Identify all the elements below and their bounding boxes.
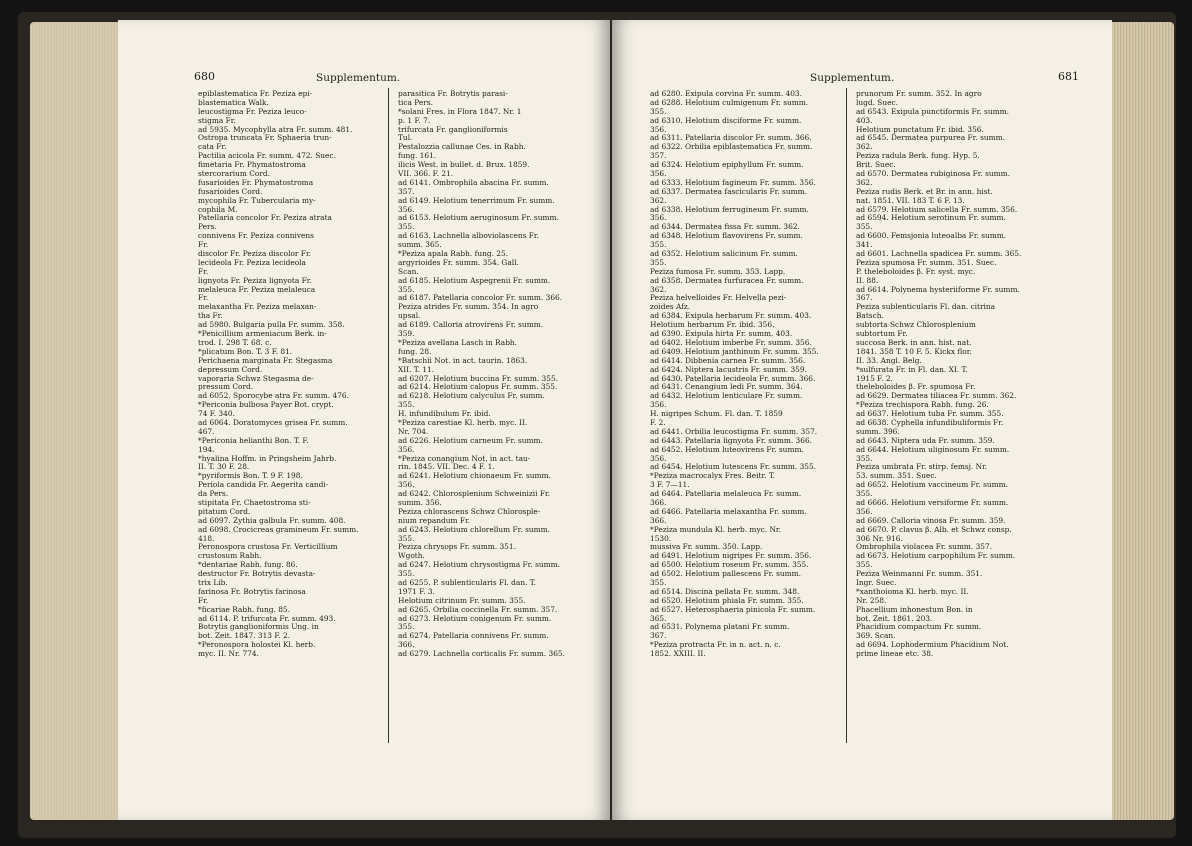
text-line: 369. Scan. [856,631,896,641]
column-divider [846,88,847,743]
text-line: Brit. Suec. [856,160,896,170]
text-line: Periola candida Fr. Aegerita candi- [198,480,329,490]
text-line: ad 6673. Helotium carpophilum Fr. summ. [856,551,1016,561]
text-line: ad 6614. Polynema hysteriiforme Fr. summ. [856,284,1020,294]
text-line: ad 6273. Helotium conigenum Fr. summ. [398,613,552,623]
text-line: ad 6409. Helotium janthinum Fr. summ. 355. [650,346,819,356]
text-line: trod. I. 298 T. 68. c. [198,337,272,347]
text-line: ad 6441. Orbilia leucostigma Fr. summ. 357. [650,426,818,436]
text-line: ad 6097. Zythia galbula Fr. summ. 408. [198,515,346,525]
text-line: ad 6454. Helotium lutescens Fr. summ. 355. [650,462,817,472]
text-line: ad 6545. Dermatea purpurea Fr. summ. [856,133,1005,143]
text-line: *ficariae Rabh. fung. 85. [198,604,290,614]
text-line: 366. [650,497,667,507]
text-line: Peziza helvelloides Fr. Helvella pezi- [650,293,787,303]
text-line: summ. 356. [398,497,442,507]
text-line: ad 6594. Helotium serotinum Fr. summ. [856,213,1006,223]
text-line: *Peziza avellana Lasch in Rabh. [398,337,518,347]
text-line: prunorum Fr. summ. 352. In agro [856,89,982,98]
text-line: ad 6443. Patellaria lignyota Fr. summ. 366. [650,435,813,445]
text-line: *Peziza macrocalyx Fres. Beitr. T. [650,471,776,481]
text-line: ad 6344. Dermatea fissa Fr. summ. 362. [650,222,800,232]
text-line: 355. [856,560,873,570]
text-line: ad 6242. Chlorosplenium Schweinizii Fr. [398,489,551,499]
text-line: ad 6514. Discina pellata Fr. summ. 348. [650,586,800,596]
text-line: Ostropa truncata Fr. Sphaeria trun- [198,133,332,143]
text-line: Helotium punctatum Fr. ibid. 356. [856,124,984,134]
text-line: mussiva Fr. summ. 350. Lapp. [650,542,763,552]
text-line: Peziza atrides Fr. summ. 354. In agro [398,302,539,312]
text-line: upsal. [398,311,421,321]
text-line: ad 6310. Helotium disciforme Fr. summ. [650,115,802,125]
text-line: 355. [398,622,415,632]
text-line: ad 6502. Helotium pallescens Fr. summ. [650,569,801,579]
text-line: Fr. [198,266,209,276]
text-line: 362. [856,142,873,152]
text-line: ad 6666. Helotium versiforme Fr. summ. [856,497,1009,507]
text-line: mycophila Fr. Tubercularia my- [198,195,316,205]
text-line: 355. [398,533,415,543]
text-line: 367. [856,293,873,303]
text-line: ad 6052. Sporocybe atra Fr. summ. 476. [198,391,349,401]
text-line: Phacidium compactum Fr. summ. [856,622,982,632]
text-line: ad 6637. Helotium tuba Fr. summ. 355. [856,409,1004,419]
page-number: 680 [194,70,215,83]
text-line: 356. [650,453,667,463]
text-line: cata Fr. [198,142,227,152]
text-line: 1852. XXIII. II. [650,649,706,659]
text-line: 53. summ. 351. Suec. [856,471,937,481]
text-line: P. theleboloides β. Fr. syst. myc. [856,266,976,276]
text-line: Nr. 258. [856,595,887,605]
text-line: Tul. [398,133,413,143]
text-line: ad 6652. Helotium vaccineum Fr. summ. [856,480,1009,490]
text-line: 355. [650,106,667,116]
text-line: *Peziza trechispora Rabh. fung. 26. [856,400,989,410]
text-line: ad 6153. Helotium aeruginosum Fr. summ. [398,213,559,223]
text-line: ad 6247. Helotium chrysostigma Fr. summ. [398,560,561,570]
text-line: Ombrophila violacea Fr. summ. 357. [856,542,993,552]
text-line: ad 6638. Cyphella infundibuliformis Fr. [856,417,1004,427]
text-line: pressum Cord. [198,382,254,392]
text-line: ad 6348. Helotium flavovirens Fr. summ. [650,231,803,241]
text-line: ad 6338. Helotium ferrugineum Fr. summ. [650,204,809,214]
text-line: 365. [650,613,667,623]
text-line: pitatum Cord. [198,506,251,516]
text-line: 1971 F. 3. [398,586,435,596]
text-line: 355. [856,453,873,463]
text-line: Peziza Weinmanni Fr. summ. 351. [856,569,983,579]
text-line: ad 6579. Helotium salicella Fr. summ. 356. [856,204,1018,214]
text-line: *Peziza mundula Kl. herb. myc. Nr. [650,524,781,534]
text-line: ad 6464. Patellaria melaleuca Fr. summ. [650,489,802,499]
text-line: cophila M. [198,204,238,214]
text-line: *pyriformis Bon. T. 9 F. 198. [198,471,303,481]
text-line: ad 6141. Ombrophila abacina Fr. summ. [398,177,549,187]
text-line: ad 6432. Helotium lenticulare Fr. summ. [650,391,803,401]
text-line: prime lineae etc. 38. [856,649,934,659]
text-line: *plicatum Bon. T. 3 F. 81. [198,346,293,356]
text-line: lecideola Fr. Peziza lecideola [198,257,306,267]
text-line: 362. [650,195,667,205]
text-line: ad 6543. Exipula punctiformis Fr. summ. [856,106,1009,116]
text-line: ad 6324. Helotium epiphyllum Fr. summ. [650,160,804,170]
text-line: Peziza sublenticularis Fl. dan. citrina [856,302,996,312]
text-line: ad 6390. Exipula hirta Fr. summ. 403. [650,329,793,339]
running-head: Supplementum. [316,72,401,84]
text-line: ad 6163. Lachnella alboviolascens Fr. [398,231,539,241]
page-number: 681 [1058,70,1079,83]
text-line: 3 F. 7—11. [650,480,690,490]
text-line: Pers. [198,222,217,232]
text-line: *Periconia bulbosa Payer Bot. crypt. [198,400,334,410]
text-line: 355. [856,222,873,232]
text-line: Fr. [198,595,209,605]
text-line: ad 6431. Cenangium ledi Fr. summ. 364. [650,382,803,392]
text-line: ad 6185. Helotium Aspegrenii Fr. summ. [398,275,551,285]
text-line: 362. [856,177,873,187]
text-line: ad 6274. Patellaria connivens Fr. summ. [398,631,549,641]
text-line: summ. 365. [398,240,442,250]
text-line: ad 6643. Niptera uda Fr. summ. 359. [856,435,995,445]
text-line: Pestalozzia callunae Ces. in Rabh. [398,142,526,152]
text-line: nat. 1851. VII. 183 T. 6 F. 13. [856,195,965,205]
text-line: Patellaria concolor Fr. Peziza atrata [198,213,332,223]
text-line: 355. [650,240,667,250]
text-line: ad 6098. Crocicreas gramineum Fr. summ. [198,524,359,534]
text-line: *xanthoioma Kl. herb. myc. II. [856,586,969,596]
text-line: Ingr. Suec. [856,577,897,587]
page-edges-right [1112,22,1174,820]
text-line: Fr. [198,293,209,303]
text-line: ad 6064. Doratomyces grisea Fr. summ. [198,417,348,427]
text-line: nium repandum Fr. [398,515,471,525]
text-line: Peziza radula Berk. fung. Hyp. 5. [856,151,980,161]
text-line: 366. [398,640,415,650]
text-line: summ. 396. [856,426,900,436]
text-line: ad 6600. Femsjonia luteoalba Fr. summ. [856,231,1007,241]
text-line: 356. [856,506,873,516]
text-line: ad 6337. Dermatea fascicularis Fr. summ. [650,186,807,196]
text-line: Peronospora crustosa Fr. Verticillium [198,542,338,552]
text-line: ad 6114. P. trifurcata Fr. summ. 493. [198,613,336,623]
text-line: Peziza umbrata Fr. stirp. femsj. Nr. [856,462,988,472]
text-line: *Peziza carestiae Kl. herb. myc. II. [398,417,528,427]
text-line: *Peronospora holostei Kl. herb. [198,640,316,650]
text-line: 355. [856,489,873,499]
text-line: ad 5935. Mycophylla atra Fr. summ. 481. [198,124,353,134]
text-line: farinosa Fr. Botrytis farinosa [198,586,306,596]
text-line: ad 6670. P. clavus β. Alb. et Schwz consp. [856,524,1012,534]
text-line: succosa Berk. in ann. hist. nat. [856,337,972,347]
text-line: ad 6279. Lachnella corticalis Fr. summ. 365. [398,649,565,659]
text-line: ad 6322. Orbilia epiblastematica Fr. summ. [650,142,813,152]
text-line: ad 6265. Orbilia coccinella Fr. summ. 357. [398,604,558,614]
text-column-2 [398,90,565,659]
text-line: ad 6241. Helotium chionaeum Fr. summ. [398,471,551,481]
text-line: ad 6207. Helotium buccina Fr. summ. 355. [398,373,558,383]
text-column-2 [856,90,1021,659]
text-line: crustosum Rabh. [198,551,262,561]
text-line: fimetaria Fr. Phymatostroma [198,160,306,170]
text-line: XII. T. 11. [398,364,435,374]
text-line: 359. [398,329,415,339]
text-line: Peziza rudis Berk. et Br. in ann. hist. [856,186,993,196]
text-line: ad 6694. Lophodermium Phacidium Not. [856,640,1009,650]
text-line: depressum Cord. [198,364,263,374]
text-line: ad 6226. Helotium carneum Fr. summ. [398,435,543,445]
text-line: ad 6570. Dermatea rubiginosa Fr. summ. [856,169,1011,179]
text-line: bot. Zeit. 1847. 313 F. 2. [198,631,291,641]
text-line: 356. [650,124,667,134]
text-line: ad 6358. Dermatea furfuracea Fr. summ. [650,275,804,285]
text-line: ad 6214. Helotium calopus Fr. summ. 355. [398,382,558,392]
text-line: ad 5980. Bulgaria pulla Fr. summ. 358. [198,320,345,330]
text-line: *Peziza protracta Fr. in n. act. n. c. [650,640,781,650]
text-line: rin. 1845. VII. Dec. 4 F. 1. [398,462,495,472]
text-line: *Batschii Not. in act. taurin. 1863. [398,355,528,365]
text-line: stipitata Fr. Chaetostroma sti- [198,497,311,507]
text-line: trix Lib. [198,577,228,587]
text-line: ad 6644. Helotium uliginosum Fr. summ. [856,444,1010,454]
text-line: Fr. [198,240,209,250]
text-line: Helotium herbarum Fr. ibid. 356. [650,320,775,330]
text-line: ad 6520. Helotium phiala Fr. summ. 355. [650,595,804,605]
text-line: ad 6531. Polynema platani Fr. summ. [650,622,790,632]
text-line: *Peziza apala Rabh. fung. 25. [398,249,509,259]
text-line: ad 6288. Helotium culmigenum Fr. summ. [650,97,809,107]
text-line: Peziza spumosa Fr. summ. 351. Suec. [856,257,997,267]
text-line: 341. [856,240,873,250]
text-line: 356. [398,480,415,490]
text-line: 355. [398,569,415,579]
text-line: Batsch. [856,311,884,321]
text-line: 362. [650,284,667,294]
text-line: stigma Fr. [198,115,236,125]
text-column-1 [198,90,359,659]
text-line: *solani Fres. in Flora 1847. Nr. 1 [398,106,522,116]
text-line: II. 88. [856,275,879,285]
text-line: argyrioides Fr. summ. 354. Gall. [398,257,519,267]
text-line: ilicis West. in bullet. d. Brux. 1859. [398,160,530,170]
text-column-1 [650,90,819,659]
text-line: ad 6243. Helotium chlorellum Fr. summ. [398,524,551,534]
text-line: *dentariae Rabh. fung. 86. [198,560,298,570]
text-line: vaporaria Schwz Stegasma de- [198,373,314,383]
right-page [612,20,1112,820]
text-line: tica Pers. [398,97,433,107]
text-line: Pactilia acicola Fr. summ. 472. Suec. [198,151,336,161]
text-line: stercorarium Cord. [198,169,270,179]
text-line: lignyota Fr. Peziza lignyota Fr. [198,275,312,285]
text-line: ad 6424. Niptera lacustris Fr. summ. 359. [650,364,807,374]
text-line: subtorta Schwz Chlorosplenium [856,320,976,330]
text-line: ad 6414. Dibbenia carnea Fr. summ. 356. [650,355,806,365]
text-line: melaleuca Fr. Peziza melaleuca [198,284,316,294]
text-line: myc. II. Nr. 774. [198,649,259,659]
text-line: ad 6527. Heterosphaeria pinicola Fr. summ. [650,604,816,614]
text-line: *hyalina Hoffm. in Pringsheim Jahrb. [198,453,337,463]
text-line: ad 6669. Calloria vinosa Fr. summ. 359. [856,515,1006,525]
text-line: 467. [198,426,215,436]
text-line: bot. Zeit. 1861. 203. [856,613,933,623]
text-line: epiblastematica Fr. Peziza epi- [198,89,313,98]
text-line: 366. [650,515,667,525]
text-line: ad 6255. P. sublenticularis Fl. dan. T. [398,577,536,587]
text-line: 356. [398,204,415,214]
text-line: ad 6402. Helotium imberbe Fr. summ. 356. [650,337,812,347]
text-line: H. infundibulum Fr. ibid. [398,409,491,419]
text-line: *Periconia helianthi Bon. T. F. [198,435,309,445]
text-line: ad 6311. Patellaria discolor Fr. summ. 366. [650,133,812,143]
text-line: 355. [398,400,415,410]
text-line: fusarioides Cord. [198,186,263,196]
text-line: Nr. 704. [398,426,429,436]
text-line: ad 6189. Calloria atrovirens Fr. summ. [398,320,544,330]
text-line: Perichaena marginata Fr. Stegasma [198,355,333,365]
text-line: 357. [650,151,667,161]
text-line: fung. 28. [398,346,432,356]
text-line: subtortum Fr. [856,329,908,339]
text-line: 1530. [650,533,672,543]
column-divider [388,88,389,743]
text-line: 355. [650,257,667,267]
text-line: Phacellium inhonestum Bon. in [856,604,973,614]
text-line: Scan. [398,266,419,276]
text-line: destructor Fr. Botrytis devasta- [198,569,316,579]
text-line: da Pers. [198,489,229,499]
text-line: fung. 161. [398,151,437,161]
text-line: ad 6601. Lachnella spadicea Fr. summ. 365. [856,249,1022,259]
page-edges-left [30,22,120,820]
text-line: theleboloides β. Fr. spumosa Fr. [856,382,976,392]
text-line: p. 1 F. 7. [398,115,431,125]
text-line: 1841. 358 T. 10 F. 5. Kickx flor. [856,346,972,356]
text-line: ad 6384. Exipula herbarum Fr. summ. 403. [650,311,812,321]
text-line: *sulfurata Fr. in Fl. dan. XI. T. [856,364,968,374]
text-line: blastematica Walk. [198,97,269,107]
text-line: Wgoth. [398,551,425,561]
text-line: tha Fr. [198,311,223,321]
text-line: parasitica Fr. Botrytis parasi- [398,89,508,98]
text-line: lugd. Suec. [856,97,898,107]
text-line: Peziza chrysops Fr. summ. 351. [398,542,516,552]
text-line: II. T. 30 F. 28. [198,462,250,472]
text-line: *Penicillium armeniacum Berk. in- [198,329,327,339]
text-line: ad 6187. Patellaria concolor Fr. summ. 366. [398,293,563,303]
left-page [118,20,610,820]
text-line: ad 6452. Helotium luteovirens Fr. summ. [650,444,804,454]
text-line: ad 6466. Patellaria melaxantha Fr. summ. [650,506,807,516]
text-line: ad 6218. Helotium calyculus Fr. summ. [398,391,545,401]
text-line: 355. [650,577,667,587]
text-line: ad 6149. Helotium tenerrimum Fr. summ. [398,195,555,205]
running-head: Supplementum. [810,72,895,84]
text-line: 356. [398,444,415,454]
text-line: fusarioides Fr. Phymatostroma [198,177,314,187]
text-line: Peziza fumosa Fr. summ. 353. Lapp. [650,266,786,276]
text-line: ad 6352. Helotium salicinum Fr. summ. [650,249,798,259]
text-line: leucostigma Fr. Peziza leuco- [198,106,307,116]
text-line: *Peziza conangium Not. in act. tau- [398,453,531,463]
text-line: 357. [398,186,415,196]
text-line: ad 6430. Patellaria lecideola Fr. summ. 366. [650,373,816,383]
text-line: connivens Fr. Peziza connivens [198,231,314,241]
text-line: discolor Fr. Peziza discolor Fr. [198,249,312,259]
text-line: ad 6333. Helotium fagineum Fr. summ. 356. [650,177,816,187]
text-line: 306 Nr. 916. [856,533,903,543]
text-line: 367. [650,631,667,641]
text-line: Botrytis ganglioniformis Ung. in [198,622,319,632]
text-line: 355. [398,284,415,294]
text-line: 403. [856,115,873,125]
text-line: ad 6280. Exipula corvina Fr. summ. 403. [650,89,802,98]
text-line: ad 6500. Helotium roseum Fr. summ. 355. [650,560,809,570]
text-line: II. 33. Angl. Belg. [856,355,922,365]
text-line: 356. [650,213,667,223]
text-line: VII. 366. F. 21. [398,169,454,179]
text-line: F. 2. [650,417,666,427]
text-line: 74 F. 340. [198,409,235,419]
text-line: H. nigripes Schum. Fl. dan. T. 1859 [650,409,783,419]
text-line: 356. [650,400,667,410]
text-line: 356. [650,169,667,179]
text-line: ad 6491. Helotium nigripes Fr. summ. 356. [650,551,812,561]
text-line: zoides Afz. [650,302,691,312]
text-line: 355. [398,222,415,232]
text-line: 1915 F. 2. [856,373,893,383]
text-line: 418. [198,533,215,543]
text-line: Peziza chlorascens Schwz Chlorosple- [398,506,541,516]
text-line: ad 6629. Dermatea tiliacea Fr. summ. 362. [856,391,1017,401]
text-line: melaxantha Fr. Peziza melaxan- [198,302,317,312]
text-line: Helotium citrinum Fr. summ. 355. [398,595,526,605]
text-line: trifurcata Fr. ganglioniformis [398,124,508,134]
text-line: 194. [198,444,215,454]
